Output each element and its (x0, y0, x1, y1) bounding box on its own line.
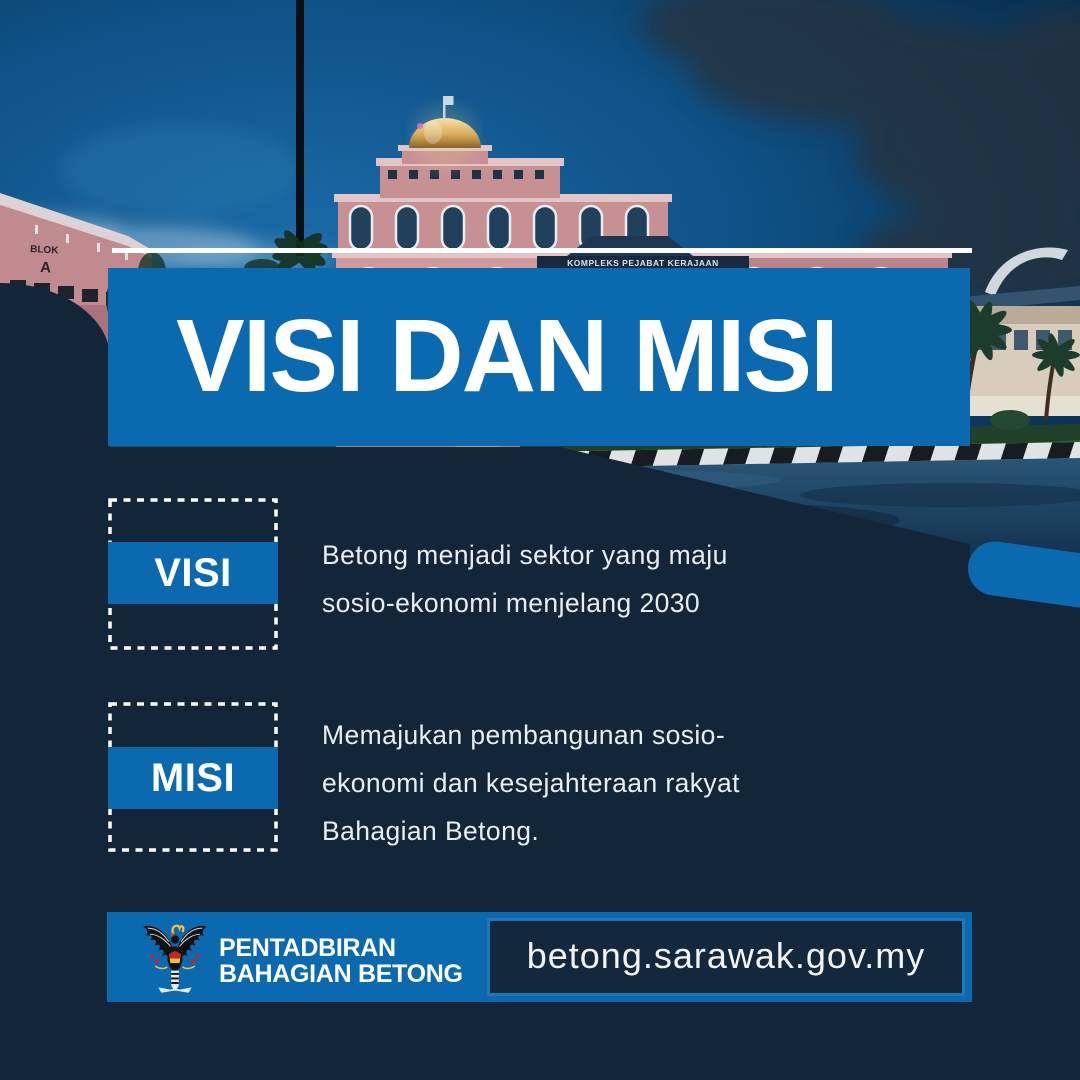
misi-box (108, 702, 278, 852)
building-sign-text: KOMPLEKS PEJABAT KERAJAAN (567, 258, 719, 268)
misi-line-1: Memajukan pembangunan sosio- (322, 720, 726, 750)
accent-line (112, 248, 972, 253)
visi-statement (322, 531, 728, 627)
misi-line-3: Bahagian Betong. (322, 816, 540, 846)
visi-line-2: sosio-ekonomi menjelang 2030 (322, 588, 701, 618)
crest-curl (172, 926, 183, 935)
dome-finial (443, 96, 446, 120)
visi-line-1: Betong menjadi sektor yang maju (322, 540, 728, 570)
blok-label: BLOK (29, 244, 59, 257)
org-name-line-1: PENTADBIRAN (219, 934, 396, 962)
visi-box (108, 498, 278, 650)
visi-label: VISI (108, 542, 278, 604)
website-box (487, 918, 965, 996)
misi-statement (322, 711, 740, 855)
flagpole (296, 0, 304, 256)
title-banner (108, 268, 970, 446)
antenna-light (417, 123, 423, 129)
org-name (219, 935, 463, 987)
misi-label: MISI (108, 747, 278, 809)
blok-letter: A (39, 259, 52, 277)
misi-line-2: ekonomi dan kesejahteraan rakyat (322, 768, 740, 798)
org-name-line-2: BAHAGIAN BETONG (219, 960, 463, 988)
navy-curve-mask (0, 283, 110, 563)
sarawak-coat-of-arms-icon (137, 919, 213, 995)
website-url: betong.sarawak.gov.my (526, 935, 926, 976)
page-title: VISI DAN MISI (176, 298, 837, 413)
footer-bar (107, 912, 972, 1002)
